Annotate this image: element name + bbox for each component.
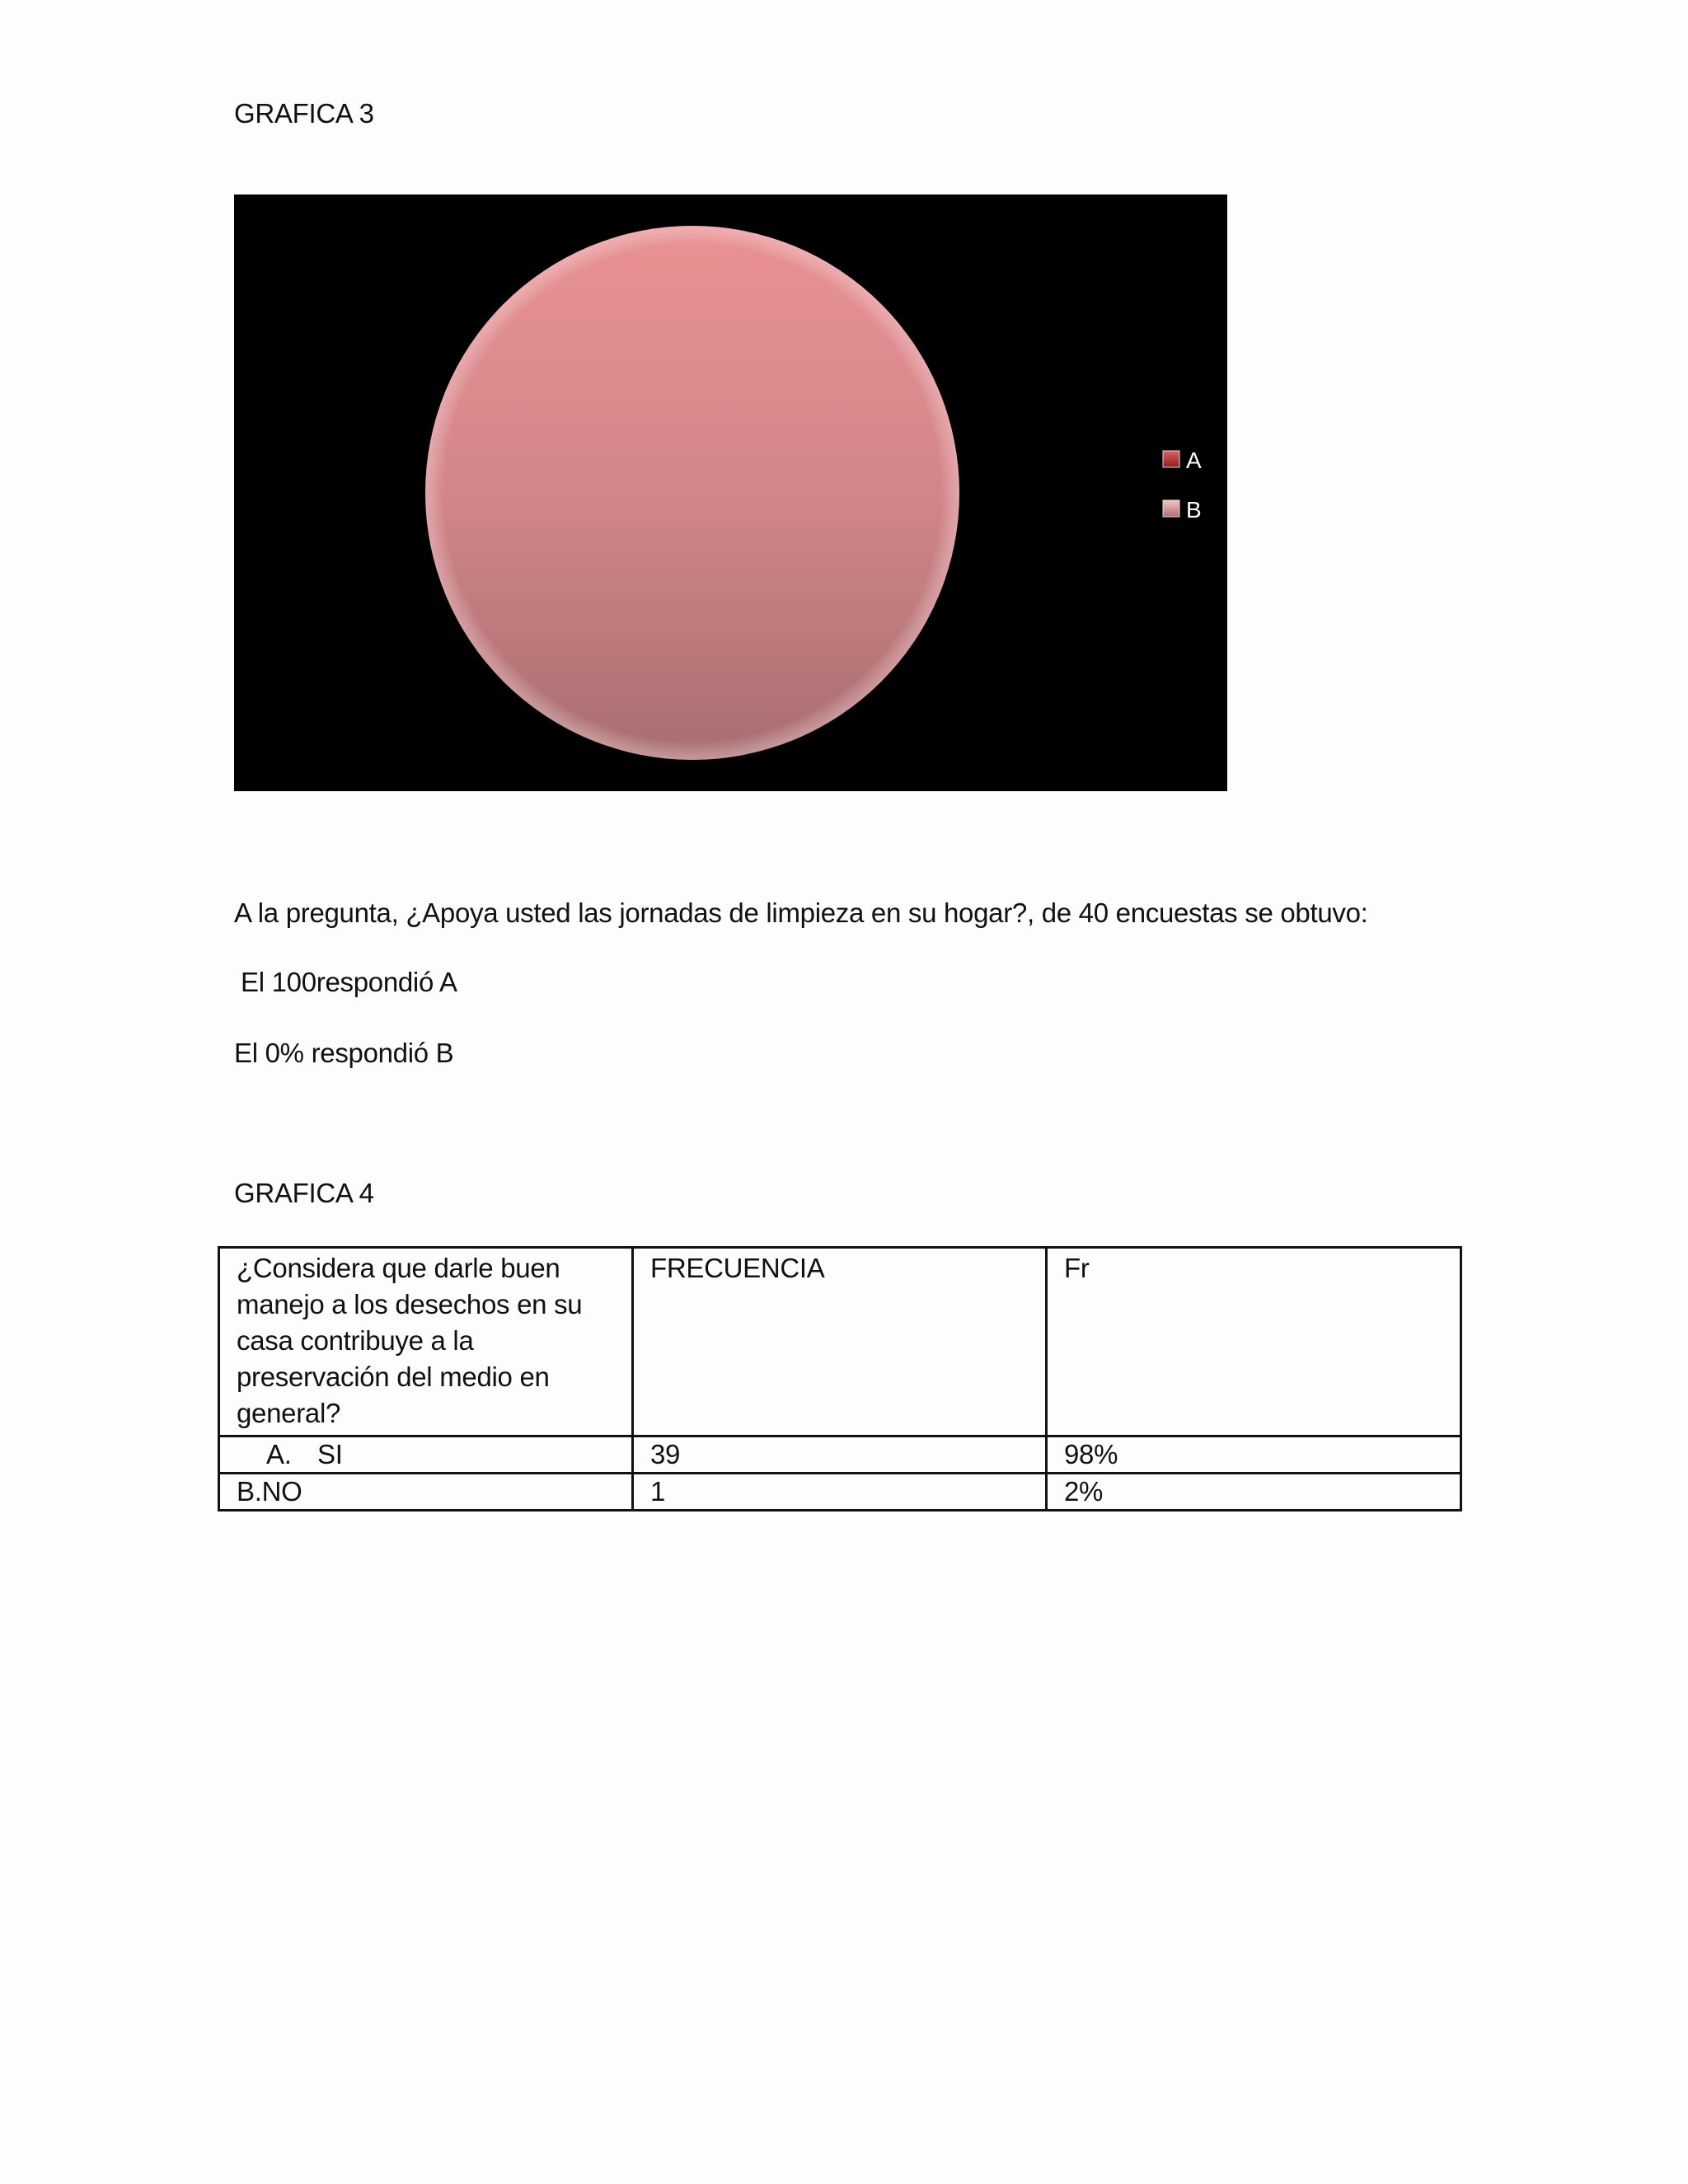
pie-slice-highlight bbox=[425, 226, 959, 760]
fr-value: 2% bbox=[1064, 1476, 1104, 1507]
table-header-row bbox=[219, 1248, 1461, 1436]
pie-chart bbox=[234, 194, 1227, 791]
header-fr-text: Fr bbox=[1064, 1253, 1090, 1283]
legend-label-a: A bbox=[1186, 448, 1202, 473]
grafica-4-title: GRAFICA 4 bbox=[234, 1178, 374, 1208]
survey-table bbox=[218, 1246, 1462, 1511]
frecuencia-value: 1 bbox=[650, 1476, 666, 1507]
result-a-text: El 100respondió A bbox=[241, 967, 457, 997]
grafica-3-title: GRAFICA 3 bbox=[234, 98, 374, 129]
table-cell-fr bbox=[1047, 1474, 1461, 1511]
option-label: B.NO bbox=[237, 1476, 302, 1507]
table-cell-frecuencia bbox=[633, 1436, 1047, 1474]
pie-chart-svg bbox=[234, 194, 1227, 791]
option-letter: A. bbox=[266, 1439, 292, 1469]
table-cell-fr bbox=[1047, 1436, 1461, 1474]
result-b-text: El 0% respondió B bbox=[234, 1038, 454, 1068]
legend-swatch-a bbox=[1163, 451, 1179, 467]
option-label: SI bbox=[317, 1439, 343, 1469]
table-header-frecuencia bbox=[633, 1248, 1047, 1436]
table-cell-frecuencia bbox=[633, 1474, 1047, 1511]
header-frecuencia-text: FRECUENCIA bbox=[650, 1253, 825, 1283]
table-header-question bbox=[219, 1248, 633, 1436]
table-cell-option bbox=[219, 1436, 633, 1474]
header-question-text: ¿Considera que darle buen manejo a los desechos en su casa contribuye a la preservación del medio en general? bbox=[237, 1253, 583, 1428]
fr-value: 98% bbox=[1064, 1439, 1118, 1469]
legend-label-b: B bbox=[1186, 497, 1202, 523]
table-cell-option bbox=[219, 1474, 633, 1511]
question-text: A la pregunta, ¿Apoya usted las jornadas de limpieza en su hogar?, de 40 encuestas se obtuvo: bbox=[234, 898, 1368, 928]
table-row bbox=[219, 1436, 1461, 1474]
table-row bbox=[219, 1474, 1461, 1511]
frecuencia-value: 39 bbox=[650, 1439, 681, 1469]
table-header-fr bbox=[1047, 1248, 1461, 1436]
legend-swatch-b bbox=[1163, 500, 1179, 517]
